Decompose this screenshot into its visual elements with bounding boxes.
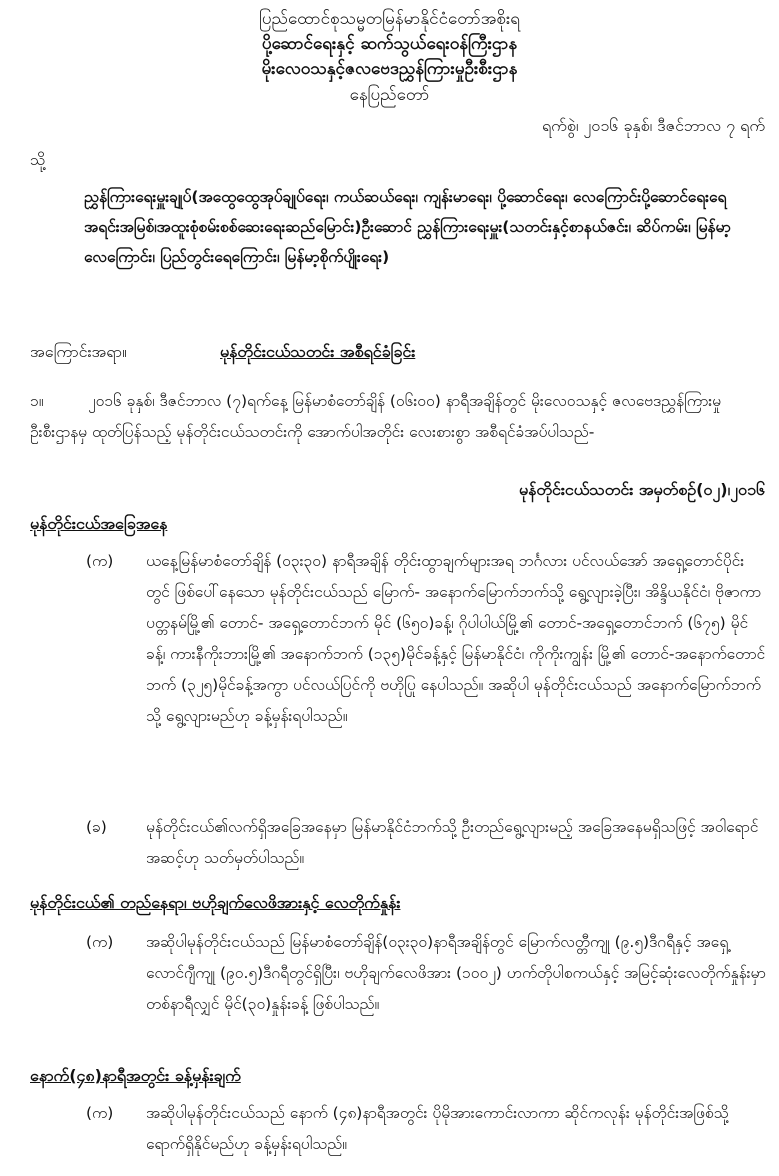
header-ministry: ပို့ဆောင်ရေးနှင့် ဆက်သွယ်ရေးဝန်ကြီးဌာန xyxy=(261,34,518,54)
paragraph-1 xyxy=(30,386,765,448)
paragraph-number: ၁။ xyxy=(30,392,44,410)
section-heading-condition: မုန်တိုင်းငယ်အခြေအနေ xyxy=(30,514,168,533)
header-government: ပြည်ထောင်စုသမ္မတမြန်မာနိုင်ငံတော်အစိုးရ xyxy=(258,9,521,29)
recipients-block: ညွှန်ကြားရေးမှူးချုပ်(အထွေထွေအုပ်ချုပ်ရေး၊ ကယ်ဆယ်ရေး၊ ကျန်းမာရေး၊ ပို့ဆောင်ရေး၊ လေကြောင်းပို့ဆောင်ရေးရေအရင်းအမြစ်၊အထူးစုံစမ်းစစ်ဆေးရေးဆည်မြောင်း)ဦးဆောင် ညွှန်ကြားရေးမှူး(သတင်းနှင့်စာနယ်ဇင်း၊ ဆိပ်ကမ်း၊ မြန်မာ့လေကြောင်း၊ ပြည်တွင်းရေကြောင်း၊ မြန်မာ့စိုက်ပျိုးရေး) xyxy=(84,188,731,266)
section-heading-location: မုန်တိုင်းငယ်၏ တည်နေရာ၊ ဗဟိုချက်လေဖိအားနှင့် လေတိုက်နှုန်း xyxy=(30,893,401,912)
subject-label: အကြောင်းအရာ။ xyxy=(30,342,127,361)
header-department: မိုးလေဝသနှင့်ဇလဗေဒညွှန်ကြားမှုဦးစီးဌာန xyxy=(261,59,518,79)
reference-date: ရက်စွဲ၊ ၂၀၁၆ ခုနှစ်၊ ဒီဇင်ဘာလ ၇ ရက် xyxy=(541,116,765,135)
list-item xyxy=(86,812,766,874)
item-marker: (ခ) xyxy=(86,818,107,836)
bulletin-number: မုန်တိုင်းငယ်သတင်း အမှတ်စဉ်(၀၂)၊၂၀၁၆ xyxy=(518,480,765,499)
section-heading-forecast: နောက်(၄၈)နာရီအတွင်း ခန့်မှန်းချက် xyxy=(30,1066,241,1085)
item-text: မုန်တိုင်းငယ်၏လက်ရှိအခြေအနေမှာ မြန်မာနိုင်ငံဘက်သို့ ဦးတည်ရွေ့လျားမည့် အခြေအနေမရှိသဖြင့် အဝါရောင်အဆင့်ဟု သတ်မှတ်ပါသည်။ xyxy=(146,818,759,867)
item-marker: (က) xyxy=(86,1104,114,1122)
header-city: နေပြည်တော် xyxy=(349,85,430,105)
to-label: သို့ xyxy=(30,150,46,169)
item-text: အဆိုပါမုန်တိုင်းငယ်သည် နောက် (၄၈)နာရီအတွင်း ပိုမိုအားကောင်းလာကာ ဆိုင်ကလုန်း မုန်တိုင်းအဖြစ်သို့ ရောက်ရှိနိုင်မည်ဟု ခန့်မှန်းရပါသည်။ xyxy=(146,1104,729,1153)
item-text: အဆိုပါမုန်တိုင်းငယ်သည် မြန်မာစံတော်ချိန်(၀၃း၃၀)နာရီအချိန်တွင် မြောက်လတ္တီကျု (၉.၅)ဒီဂရီနှင့် အရှေ့လောင်ဂျီကျု (၉၀.၅)ဒီဂရီတွင်ရှိပြီး၊ ဗဟိုချက်လေဖိအား (၁၀၀၂) ဟက်တိုပါစကယ်နှင့် အမြင့်ဆုံးလေတိုက်နှုန်းမှာ တစ်နာရီလျှင် မိုင်(၃၀)နှုန်းခန့် ဖြစ်ပါသည်။ xyxy=(146,933,766,1013)
item-marker: (က) xyxy=(86,933,114,951)
item-text: ယနေ့မြန်မာစံတော်ချိန် (၀၃း၃၀) နာရီအချိန် တိုင်းထွာချက်များအရ ဘင်္ဂလား ပင်လယ်အော် အရှေ့တောင်ပိုင်းတွင် ဖြစ်ပေါ်နေသော မုန်တိုင်းငယ်သည် မြောက်- အနောက်မြောက်ဘက်သို့ ရွေ့လျားခဲ့ပြီး၊ အိန္ဒိယနိုင်ငံ၊ ဗိုဇာကာပတ္တနမ်မြို့၏ တောင်- အရှေ့တောင်ဘက် မိုင် (၆၅၀)ခန့်၊ ဂိုပါပါယ်မြို့၏ တောင်-အရှေ့တောင်ဘက် (၆၇၅) မိုင်ခန့်၊ ကားနီကိုးဘားမြို့၏ အနောက်ဘက် (၁၃၅)မိုင်ခန့်နှင့် မြန်မာနိုင်ငံ၊ ကိုကိုးကျွန်း မြို့၏ တောင်-အနောက်တောင်ဘက် (၃၂၅)မိုင်ခန့်အကွာ ပင်လယ်ပြင်ကို ဗဟိုပြု နေပါသည်။ အဆိုပါ မုန်တိုင်းငယ်သည် အနောက်မြောက်ဘက်သို့ ရွေ့လျားမည်ဟု ခန့်မှန်းရပါသည်။ xyxy=(146,552,766,725)
item-marker: (က) xyxy=(86,552,114,570)
subject-value: မုန်တိုင်းငယ်သတင်း အစီရင်ခံခြင်း xyxy=(220,342,416,361)
list-item xyxy=(86,927,766,1020)
subject-line xyxy=(30,342,415,363)
list-item xyxy=(86,1098,766,1160)
list-item xyxy=(86,546,766,732)
paragraph-text: ၂၀၁၆ ခုနှစ်၊ ဒီဇင်ဘာလ (၇)ရက်နေ့ မြန်မာစံတော်ချိန် (၀၆း၀၀) နာရီအချိန်တွင် မိုးလေဝသနှင့် ဇလဗေဒညွှန်ကြားမှုဦးစီးဌာနမှ ထုတ်ပြန်သည့် မုန်တိုင်းငယ်သတင်းကို အောက်ပါအတိုင်း လေးစားစွာ အစီရင်ခံအပ်ပါသည်- xyxy=(30,392,722,441)
